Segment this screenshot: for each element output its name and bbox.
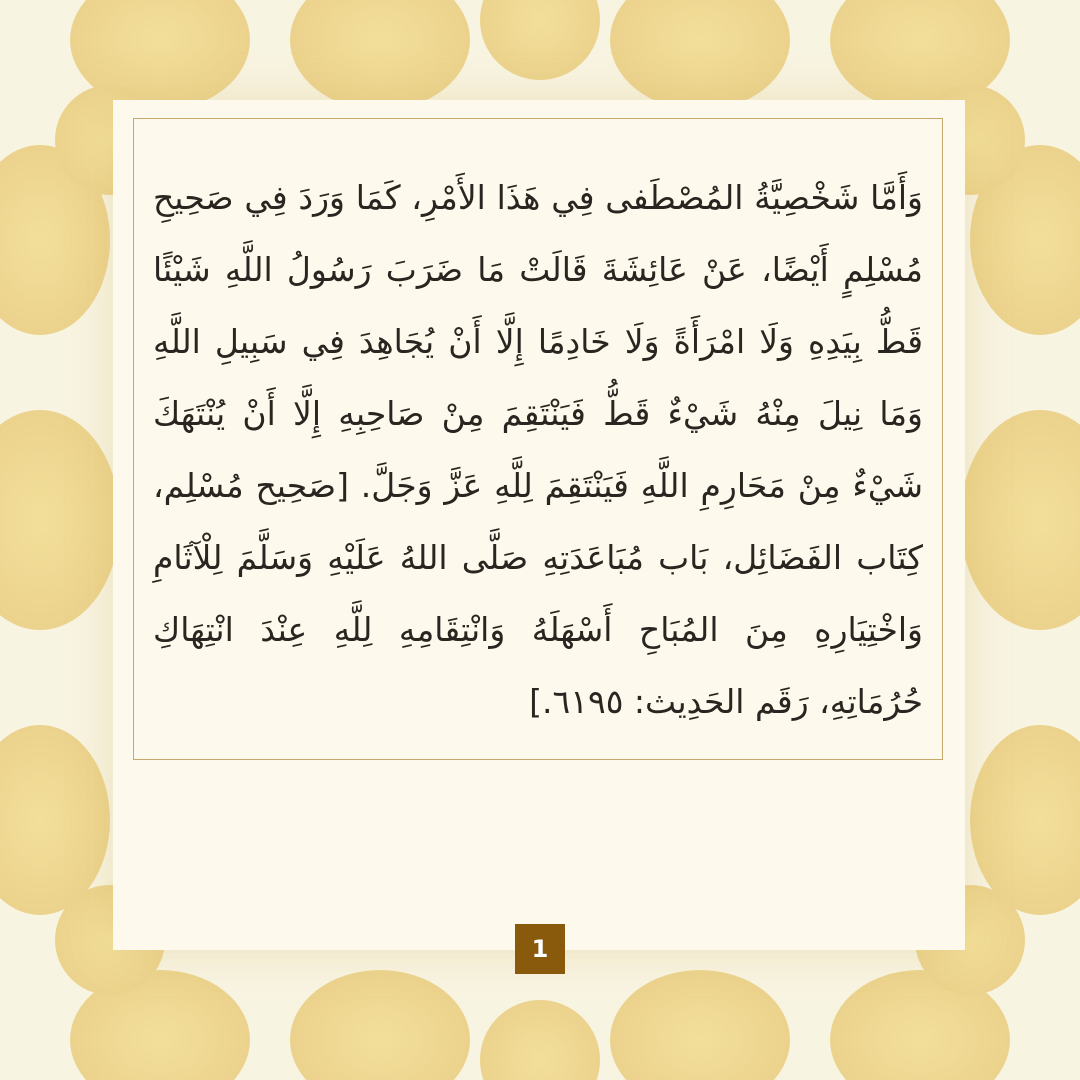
ornament-petal: [480, 0, 600, 80]
hadith-passage: وَأَمَّا شَخْصِيَّةُ المُصْطَفى فِي هَذَا الأَمْرِ، كَمَا وَرَدَ فِي صَحِيحِ مُسْلِمٍ أَيْضًا، عَنْ عَائِشَةَ قَالَتْ مَا ضَرَبَ رَسُولُ اللَّهِ شَيْئًا قَطُّ بِيَدِهِ وَلَا امْرَأَةً وَلَا خَادِمًا إِلَّا أَنْ يُجَاهِدَ فِي سَبِيلِ اللَّهِ وَمَا نِيلَ مِنْهُ شَيْءٌ قَطُّ فَيَنْتَقِمَ مِنْ صَاحِبِهِ إِلَّا أَنْ يُنْتَهَكَ شَيْءٌ مِنْ مَحَارِمِ اللَّهِ فَيَنْتَقِمَ لِلَّهِ عَزَّ وَجَلَّ. [صَحِيح مُسْلِم، كِتَاب الفَضَائِل، بَاب مُبَاعَدَتِهِ صَلَّى اللهُ عَلَيْهِ وَسَلَّمَ لِلْآثَامِ وَاخْتِيَارِهِ مِنَ المُبَاحِ أَسْهَلَهُ وَانْتِقَامِهِ لِلَّهِ عِنْدَ انْتِهَاكِ حُرُمَاتِهِ، رَقَم الحَدِيث: ٦١٩٥.]: [153, 178, 923, 721]
ornament-petal: [610, 0, 790, 110]
ornament-petal: [0, 725, 110, 915]
ornament-petal: [960, 410, 1080, 630]
page-number-badge: 1: [515, 924, 565, 974]
ornament-petal: [0, 410, 120, 630]
ornament-petal: [290, 970, 470, 1080]
ornament-petal: [480, 1000, 600, 1080]
ornament-petal: [970, 725, 1080, 915]
content-card: [113, 100, 965, 963]
ornament-petal: [610, 970, 790, 1080]
ornament-petal: [290, 0, 470, 110]
